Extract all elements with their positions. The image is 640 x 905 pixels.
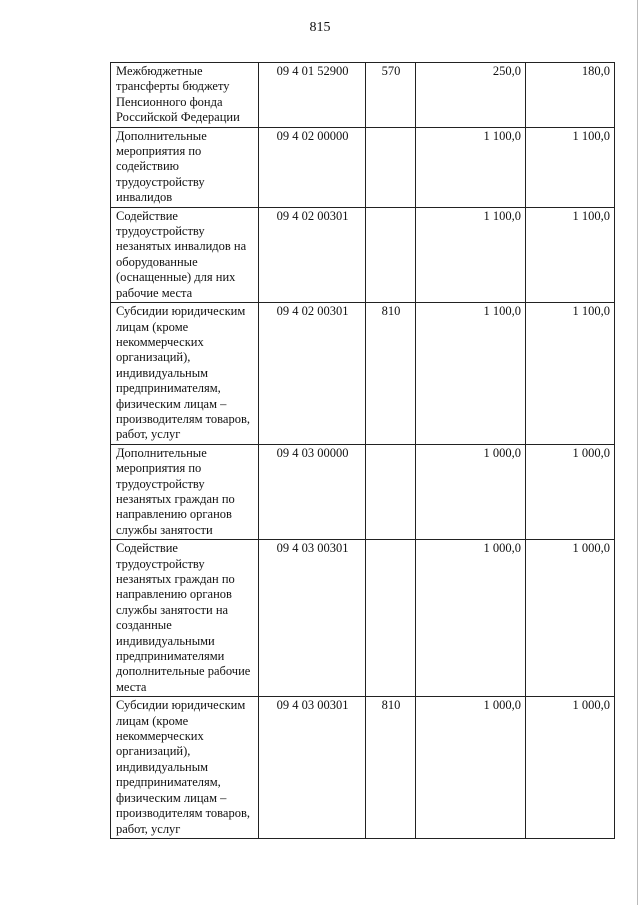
expense-type-cell bbox=[366, 207, 416, 302]
expense-type-cell bbox=[366, 444, 416, 539]
amount-second-year-cell: 180,0 bbox=[526, 63, 615, 128]
amount-second-year-cell: 1 100,0 bbox=[526, 207, 615, 302]
page-number: 815 bbox=[309, 20, 331, 35]
scan-page-edge bbox=[637, 0, 638, 905]
target-article-code-cell: 09 4 03 00301 bbox=[259, 697, 366, 839]
row-name-cell: Содействие трудоустройству незанятых инвалидов на оборудованные (оснащенные) для них рабочие места bbox=[111, 207, 259, 302]
table-row bbox=[111, 540, 615, 697]
row-name-cell: Субсидии юридическим лицам (кроме некоммерческих организаций), индивидуальным предпринимателям, физическим лицам – производителям товаров, работ, услуг bbox=[111, 303, 259, 445]
row-name-cell: Субсидии юридическим лицам (кроме некоммерческих организаций), индивидуальным предпринимателям, физическим лицам – производителям товаров, работ, услуг bbox=[111, 697, 259, 839]
table-row bbox=[111, 303, 615, 445]
target-article-code-cell: 09 4 02 00301 bbox=[259, 207, 366, 302]
expense-type-cell bbox=[366, 127, 416, 207]
row-name-cell: Межбюджетные трансферты бюджету Пенсионного фонда Российской Федерации bbox=[111, 63, 259, 128]
row-name-cell: Дополнительные мероприятия по трудоустройству незанятых граждан по направлению органов службы занятости bbox=[111, 444, 259, 539]
target-article-code-cell: 09 4 03 00000 bbox=[259, 444, 366, 539]
expense-type-cell bbox=[366, 540, 416, 697]
table-row bbox=[111, 63, 615, 128]
amount-first-year-cell: 1 000,0 bbox=[416, 697, 526, 839]
amount-first-year-cell: 1 100,0 bbox=[416, 127, 526, 207]
amount-second-year-cell: 1 000,0 bbox=[526, 444, 615, 539]
amount-first-year-cell: 1 100,0 bbox=[416, 207, 526, 302]
target-article-code-cell: 09 4 01 52900 bbox=[259, 63, 366, 128]
table-row bbox=[111, 444, 615, 539]
expense-type-cell: 570 bbox=[366, 63, 416, 128]
row-name-cell: Содействие трудоустройству незанятых граждан по направлению органов службы занятости на созданные индивидуальными предпринимателями дополнительные рабочие места bbox=[111, 540, 259, 697]
amount-second-year-cell: 1 100,0 bbox=[526, 127, 615, 207]
amount-first-year-cell: 250,0 bbox=[416, 63, 526, 128]
amount-first-year-cell: 1 100,0 bbox=[416, 303, 526, 445]
expense-type-cell: 810 bbox=[366, 303, 416, 445]
target-article-code-cell: 09 4 03 00301 bbox=[259, 540, 366, 697]
amount-second-year-cell: 1 100,0 bbox=[526, 303, 615, 445]
expense-type-cell: 810 bbox=[366, 697, 416, 839]
amount-second-year-cell: 1 000,0 bbox=[526, 697, 615, 839]
amount-first-year-cell: 1 000,0 bbox=[416, 444, 526, 539]
amount-first-year-cell: 1 000,0 bbox=[416, 540, 526, 697]
table-row bbox=[111, 207, 615, 302]
amount-second-year-cell: 1 000,0 bbox=[526, 540, 615, 697]
table-row bbox=[111, 127, 615, 207]
target-article-code-cell: 09 4 02 00000 bbox=[259, 127, 366, 207]
target-article-code-cell: 09 4 02 00301 bbox=[259, 303, 366, 445]
row-name-cell: Дополнительные мероприятия по содействию трудоустройству инвалидов bbox=[111, 127, 259, 207]
table-row bbox=[111, 697, 615, 839]
budget-table bbox=[110, 62, 615, 839]
